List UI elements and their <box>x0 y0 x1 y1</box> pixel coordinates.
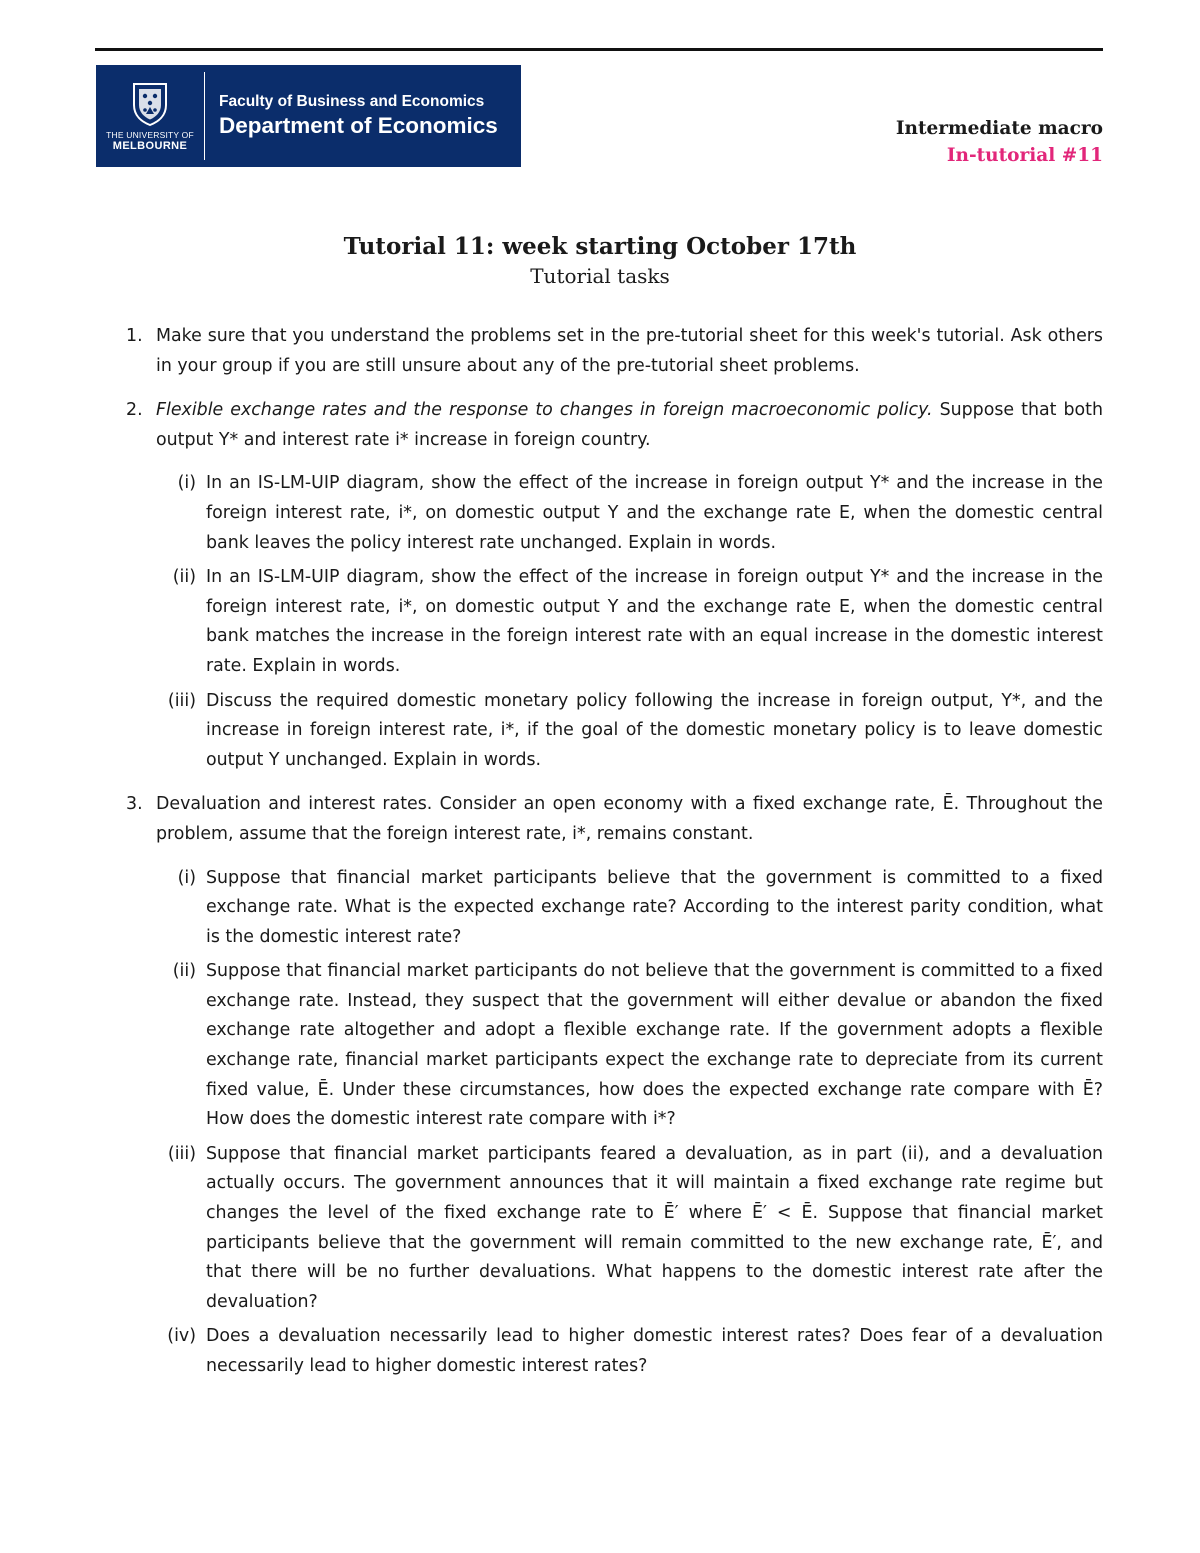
item-text: Suppose that both output Y* and interest rate i* increase in foreign country. <box>156 400 1103 450</box>
sub-item-text: Discuss the required domestic monetary policy following the increase in foreign output, Y*, and the increase in foreign interest rate, i*, if the goal of the domestic monetary policy is to leave domestic output Y unchanged. Explain in words. <box>206 690 1103 770</box>
crest-block <box>96 65 204 167</box>
item-number: 3. <box>126 794 143 815</box>
sub-item <box>156 563 1103 681</box>
list-item <box>124 790 1103 1381</box>
item-text: Devaluation and interest rates. Consider an open economy with a fixed exchange rate, Ē. Throughout the problem, assume that the foreign interest rate, i*, remains constant. <box>156 794 1103 844</box>
sub-item-number: (iii) <box>167 1143 196 1164</box>
sub-item-number: (ii) <box>172 567 196 588</box>
sub-item-number: (i) <box>177 867 196 888</box>
university-name-line1: THE UNIVERSITY OF <box>106 129 194 140</box>
sub-item-text: In an IS-LM-UIP diagram, show the effect of the increase in foreign output Y* and the increase in the foreign interest rate, i*, on domestic output Y and the exchange rate E, when the domestic central bank matches the increase in the foreign interest rate with an equal increase in the domestic interest rate. Explain in words. <box>206 567 1103 676</box>
sub-item <box>156 687 1103 776</box>
item-number: 2. <box>126 400 143 421</box>
crest-icon <box>130 81 170 127</box>
sub-item-text: Does a devaluation necessarily lead to higher domestic interest rates? Does fear of a devaluation necessarily lead to higher domestic interest rates? <box>206 1326 1103 1376</box>
top-rule <box>95 48 1103 51</box>
item-lead: Flexible exchange rates and the response to changes in foreign macroeconomic policy. <box>156 400 933 421</box>
sub-item <box>156 864 1103 953</box>
sub-item-number: (iv) <box>167 1326 196 1347</box>
university-name-line2: MELBOURNE <box>112 139 188 152</box>
sub-item <box>156 1140 1103 1318</box>
sub-item <box>156 1322 1103 1381</box>
university-logo <box>96 65 521 167</box>
list-item <box>124 396 1103 775</box>
list-item <box>124 322 1103 381</box>
sub-item <box>156 957 1103 1135</box>
course-name: Intermediate macro <box>895 118 1103 139</box>
logo-text <box>219 92 498 140</box>
department-name: Department of Economics <box>219 113 498 138</box>
tutorial-tag: In-tutorial #11 <box>946 145 1103 166</box>
item-text: Make sure that you understand the problems set in the pre-tutorial sheet for this week's tutorial. Ask others in your group if you are still unsure about any of the pre-tutorial sheet problems. <box>156 326 1103 376</box>
sub-item-text: In an IS-LM-UIP diagram, show the effect of the increase in foreign output Y* and the increase in the foreign interest rate, i*, on domestic output Y and the exchange rate E, when the domestic central bank leaves the policy interest rate unchanged. Explain in words. <box>206 473 1103 553</box>
sub-item-number: (iii) <box>167 690 196 711</box>
sub-item-number: (ii) <box>172 961 196 982</box>
page-title-block <box>0 232 1200 290</box>
sub-item-number: (i) <box>177 473 196 494</box>
sub-item-text: Suppose that financial market participants do not believe that the government is committed to a fixed exchange rate. Instead, they suspect that the government will either devalue or abandon the fixed exchange rate altogether and adopt a flexible exchange rate. If the government adopts a flexible exchange rate, financial market participants expect the exchange rate to depreciate from its current fixed value, Ē. Under these circumstances, how does the expected exchange rate compare with Ē? How does the domestic interest rate compare with i*? <box>206 961 1103 1130</box>
logo-divider <box>204 72 205 160</box>
page-title: Tutorial 11: week starting October 17th <box>343 233 857 260</box>
item-number: 1. <box>126 326 143 346</box>
sub-item-text: Suppose that financial market participants feared a devaluation, as in part (ii), and a devaluation actually occurs. The government announces that it will maintain a fixed exchange rate regime but changes the level of the fixed exchange rate to Ē′ where Ē′ < Ē. Suppose that financial market participants believe that the government will remain committed to the new exchange rate, Ē′, and that there will be no further devaluations. What happens to the domestic interest rate after the devaluation? <box>206 1143 1103 1312</box>
course-info <box>896 116 1103 170</box>
sub-item-text: Suppose that financial market participants believe that the government is committed to a fixed exchange rate. What is the expected exchange rate? According to the interest parity condition, what is the domestic interest rate? <box>206 867 1103 947</box>
sub-list <box>156 469 1103 775</box>
sub-item <box>156 469 1103 558</box>
task-list <box>124 322 1103 1382</box>
sub-list <box>156 864 1103 1382</box>
page-subtitle: Tutorial tasks <box>530 264 670 288</box>
faculty-name: Faculty of Business and Economics <box>219 93 485 110</box>
